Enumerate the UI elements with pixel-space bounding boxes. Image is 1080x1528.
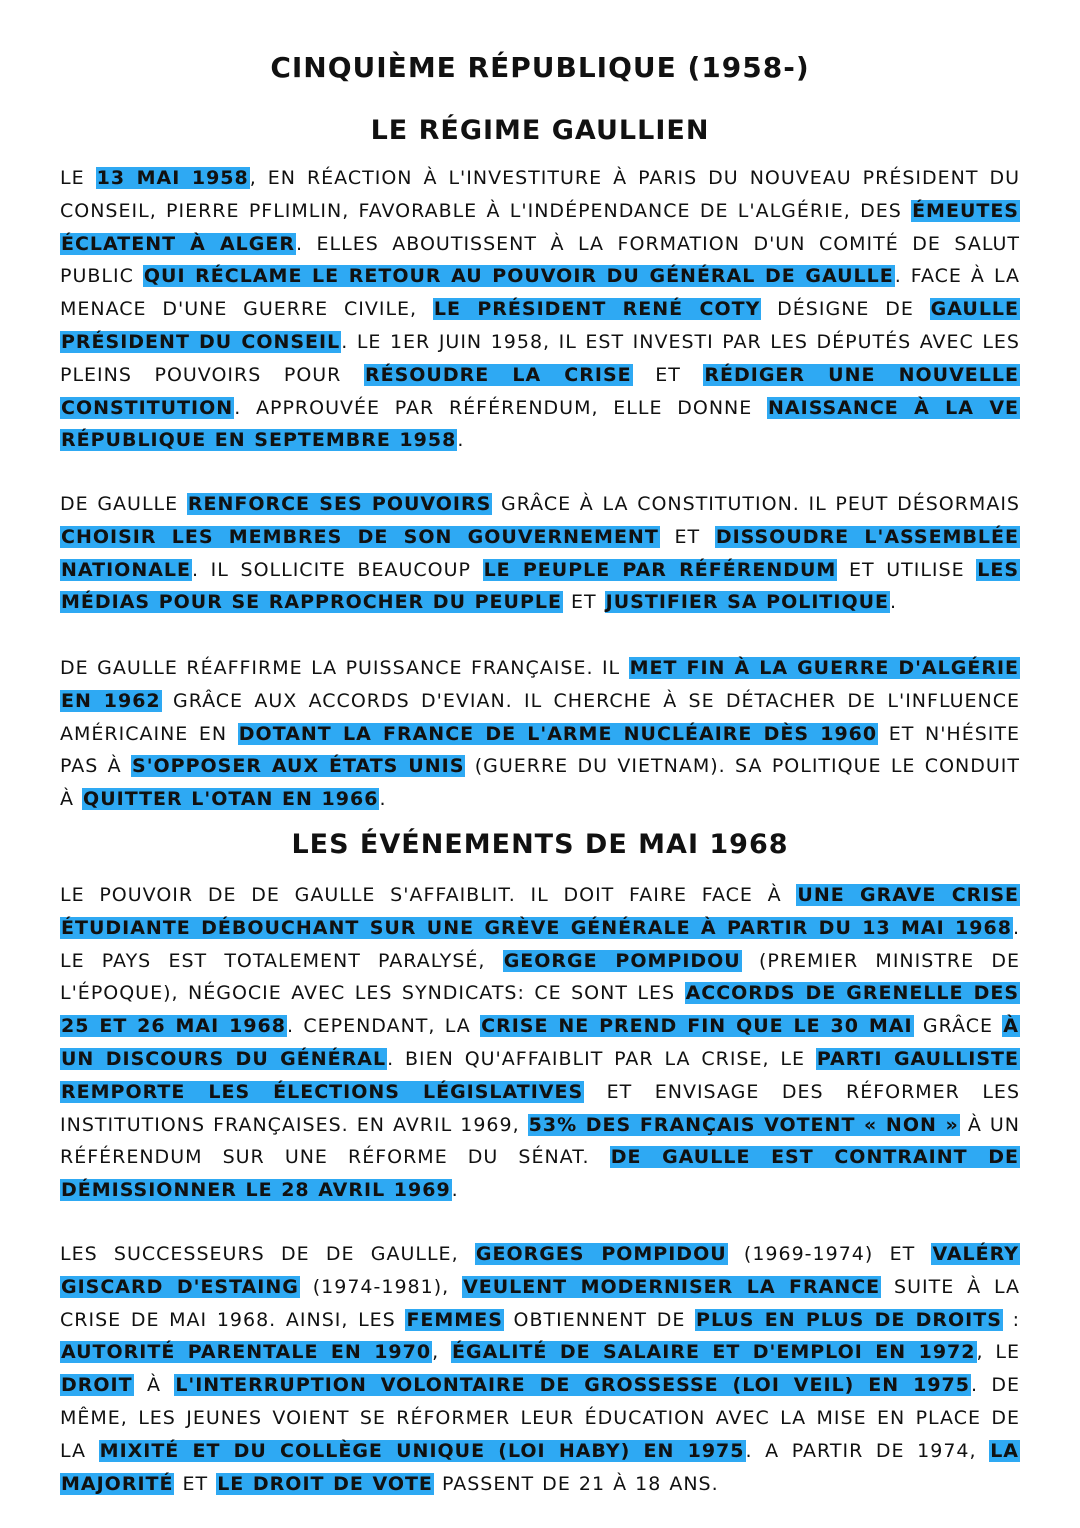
highlighted-text: GEORGE POMPIDOU — [503, 949, 741, 972]
body-text: : — [1002, 1308, 1020, 1331]
body-text: ET — [174, 1472, 217, 1495]
body-text: . BIEN QU'AFFAIBLIT PAR LA CRISE, LE — [387, 1047, 816, 1070]
body-text: . — [457, 429, 465, 452]
body-text: ET — [562, 591, 605, 614]
highlighted-text: GAULLE PRÉSIDENT DU CONSEIL — [61, 298, 1020, 353]
paragraph — [60, 652, 1020, 816]
highlighted-text: LES MÉDIAS POUR SE RAPPROCHER DU PEUPLE — [61, 558, 1020, 614]
body-text: ET ENVISAGE DES RÉFORMER LES INSTITUTIONS FRANÇAISES. EN AVRIL 1969, — [60, 1080, 1021, 1136]
body-text: . — [890, 591, 898, 614]
body-text: . ELLES ABOUTISSENT À LA FORMATION D'UN COMITÉ DE SALUT PUBLIC — [60, 232, 1020, 288]
highlighted-text: AUTORITÉ PARENTALE EN 1970 — [61, 1341, 432, 1364]
highlighted-text: PARTI GAULLISTE REMPORTE LES ÉLECTIONS LÉGISLATIVES — [61, 1047, 1020, 1103]
body-text: (PREMIER MINISTRE DE L'ÉPOQUE), NÉGOCIE AVEC LES SYNDICATS: CE SONT LES — [60, 949, 1020, 1005]
highlighted-text: GEORGES POMPIDOU — [475, 1243, 727, 1265]
body-text: À — [133, 1374, 175, 1397]
body-text: . IL SOLLICITE BEAUCOUP — [192, 558, 483, 581]
highlighted-text: ACCORDS DE GRENELLE DES 25 ET 26 MAI 1968 — [61, 982, 1020, 1038]
highlighted-text: QUITTER L'OTAN EN 1966 — [83, 788, 379, 811]
highlighted-text: MET FIN À LA GUERRE D'ALGÉRIE EN 1962 — [61, 657, 1019, 712]
body-text: . DE MÊME, LES JEUNES VOIENT SE RÉFORMER LEUR ÉDUCATION AVEC LA MISE EN PLACE DE LA — [60, 1374, 1021, 1462]
body-text: ET N'HÉSITE PAS À — [60, 722, 1020, 778]
highlighted-text: MIXITÉ ET DU COLLÈGE UNIQUE (LOI HABY) EN 1975 — [99, 1439, 745, 1462]
highlighted-text: DOTANT LA FRANCE DE L'ARME NUCLÉAIRE DÈS 1960 — [238, 722, 878, 745]
highlighted-text: À UN DISCOURS DU GÉNÉRAL — [61, 1015, 1020, 1070]
highlighted-text: 13 MAI 1958 — [96, 167, 249, 189]
highlighted-text: CHOISIR LES MEMBRES DE SON GOUVERNEMENT — [61, 525, 659, 548]
highlighted-text: LA MAJORITÉ — [61, 1439, 1020, 1495]
body-text: GRÂCE À LA CONSTITUTION. IL PEUT DÉSORMAIS — [492, 493, 1020, 515]
body-text: LES SUCCESSEURS DE DE GAULLE, — [60, 1243, 475, 1265]
highlighted-text: S'OPPOSER AUX ÉTATS UNIS — [132, 755, 465, 778]
body-text: , LE — [976, 1341, 1021, 1364]
body-text: LE — [60, 167, 96, 189]
body-text: ET — [659, 525, 715, 548]
highlighted-text: RENFORCE SES POUVOIRS — [187, 493, 492, 515]
body-text: DE GAULLE RÉAFFIRME LA PUISSANCE FRANÇAISE. IL — [60, 657, 629, 679]
highlighted-text: RÉSOUDRE LA CRISE — [364, 363, 632, 386]
body-text: SUITE À LA CRISE DE MAI 1968. AINSI, LES — [60, 1275, 1020, 1331]
highlighted-text: DISSOUDRE L'ASSEMBLÉE NATIONALE — [61, 525, 1019, 581]
highlighted-text: DROIT — [61, 1374, 133, 1397]
body-text: . CEPENDANT, LA — [286, 1015, 481, 1038]
paragraph — [60, 488, 1020, 619]
paragraph — [60, 879, 1020, 1207]
body-text: ET UTILISE — [837, 558, 977, 581]
highlighted-text: FEMMES — [406, 1308, 503, 1331]
body-text: . — [379, 788, 387, 811]
highlighted-text: RÉDIGER UNE NOUVELLE CONSTITUTION — [61, 363, 1019, 419]
highlighted-text: 53% DES FRANÇAIS VOTENT « NON » — [528, 1113, 959, 1136]
highlighted-text: DE GAULLE EST CONTRAINT DE DÉMISSIONNER LE 28 AVRIL 1969 — [61, 1146, 1019, 1202]
body-text: . FACE À LA MENACE D'UNE GUERRE CIVILE, — [60, 265, 1020, 321]
paragraph — [60, 1238, 1020, 1500]
page-title: CINQUIÈME RÉPUBLIQUE (1958-) — [270, 51, 810, 84]
highlighted-text: ÉMEUTES ÉCLATENT À ALGER — [61, 199, 1019, 255]
highlighted-text: L'INTERRUPTION VOLONTAIRE DE GROSSESSE (LOI VEIL) EN 1975 — [175, 1374, 970, 1397]
highlighted-text: CRISE NE PREND FIN QUE LE 30 MAI — [481, 1015, 913, 1038]
body-text: , EN RÉACTION À L'INVESTITURE À PARIS DU NOUVEAU PRÉSIDENT DU CONSEIL, PIERRE PFLIMLIN, FAVORABLE À L'INDÉPENDANCE DE L'ALGÉRIE, DES — [60, 167, 1020, 222]
highlighted-text: UNE GRAVE CRISE ÉTUDIANTE DÉBOUCHANT SUR UNE GRÈVE GÉNÉRALE À PARTIR DU 13 MAI 1968 — [61, 884, 1020, 939]
highlighted-text: NAISSANCE À LA VE RÉPUBLIQUE EN SEPTEMBRE 1958 — [61, 396, 1019, 452]
highlighted-text: VALÉRY GISCARD D'ESTAING — [61, 1243, 1019, 1298]
body-text: ET — [632, 363, 704, 386]
highlighted-text: LE PRÉSIDENT RENÉ COTY — [433, 298, 761, 321]
highlighted-text: VEULENT MODERNISER LA FRANCE — [463, 1275, 881, 1298]
highlighted-text: ÉGALITÉ DE SALAIRE ET D'EMPLOI EN 1972 — [452, 1341, 976, 1364]
body-text: . A PARTIR DE 1974, — [745, 1439, 990, 1462]
highlighted-text: JUSTIFIER SA POLITIQUE — [605, 591, 890, 614]
body-text: LE POUVOIR DE DE GAULLE S'AFFAIBLIT. IL DOIT FAIRE FACE À — [60, 884, 797, 906]
body-text: . LE PAYS EST TOTALEMENT PARALYSÉ, — [60, 916, 1020, 972]
section-title-mai-1968: LES ÉVÉNEMENTS DE MAI 1968 — [291, 829, 789, 860]
section-title-regime-gaullien: LE RÉGIME GAULLIEN — [370, 115, 710, 146]
body-text: (1969-1974) ET — [727, 1243, 932, 1265]
highlighted-text: LE DROIT DE VOTE — [217, 1472, 433, 1495]
body-text: . — [451, 1179, 459, 1202]
body-text: À UN RÉFÉRENDUM SUR UNE RÉFORME DU SÉNAT. — [60, 1113, 1020, 1169]
body-text: (1974-1981), — [299, 1275, 463, 1298]
paragraph — [60, 162, 1020, 457]
body-text: (GUERRE DU VIETNAM). SA POLITIQUE LE CONDUIT À — [60, 755, 1020, 811]
highlighted-text: PLUS EN PLUS DE DROITS — [696, 1308, 1002, 1331]
body-text: . LE 1ER JUIN 1958, IL EST INVESTI PAR LES DÉPUTÉS AVEC LES PLEINS POUVOIRS POUR — [60, 330, 1020, 386]
body-text: DE GAULLE — [60, 493, 187, 515]
body-text: GRÂCE AUX ACCORDS D'EVIAN. IL CHERCHE À SE DÉTACHER DE L'INFLUENCE AMÉRICAINE EN — [60, 689, 1020, 745]
body-text: GRÂCE — [913, 1015, 1003, 1038]
body-text: , — [432, 1341, 452, 1364]
highlighted-text: QUI RÉCLAME LE RETOUR AU POUVOIR DU GÉNÉRAL DE GAULLE — [143, 265, 894, 288]
body-text: DÉSIGNE DE — [761, 298, 930, 321]
body-text: OBTIENNENT DE — [503, 1308, 696, 1331]
body-text: . APPROUVÉE PAR RÉFÉRENDUM, ELLE DONNE — [234, 396, 768, 419]
highlighted-text: LE PEUPLE PAR RÉFÉRENDUM — [483, 558, 837, 581]
body-text: PASSENT DE 21 À 18 ANS. — [433, 1472, 719, 1495]
